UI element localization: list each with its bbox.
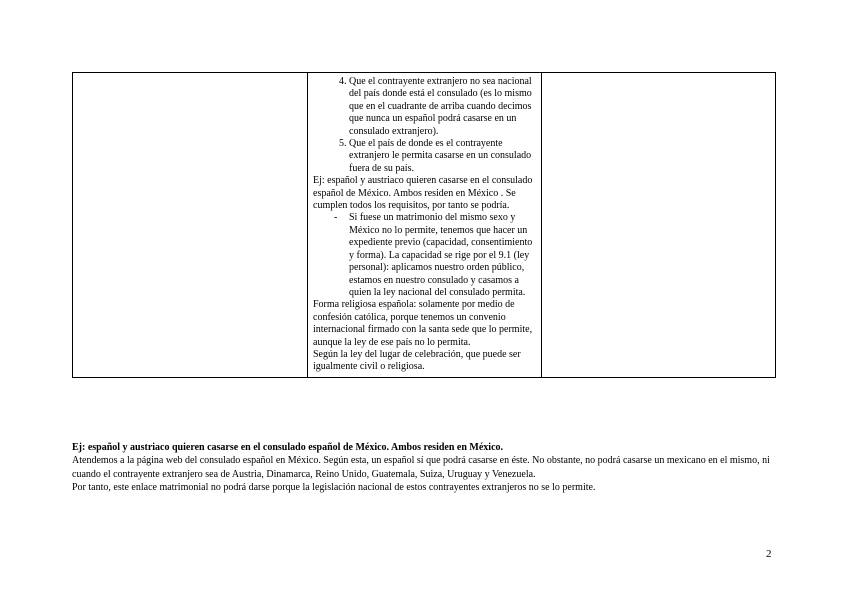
dash-marker: - xyxy=(334,212,338,224)
list-item: - Si fuese un matrimonio del mismo sexo y México no lo permite, tenemos que hacer un expediente previo (capacidad, consentimiento y forma). La capacidad se rige por el 9.1 (ley personal): aplicamos nuestro orden público, estamos en nuestro consulado y casamos a quien la ley nacional del consulado permita. xyxy=(334,212,533,298)
table-cell-left xyxy=(73,73,308,378)
table-row xyxy=(73,73,776,378)
body-text xyxy=(72,441,778,495)
content-table xyxy=(72,72,776,378)
body-paragraph: Por tanto, este enlace matrimonial no podrá darse porque la legislación nacional de estos contrayentes extranjeros no se lo permite. xyxy=(72,482,596,494)
cell-content xyxy=(308,73,541,377)
dash-list xyxy=(313,212,537,299)
numbered-list xyxy=(313,76,537,175)
celebration-law-paragraph: Según la ley del lugar de celebración, que puede ser igualmente civil o religiosa. xyxy=(313,348,521,373)
example-paragraph: Ej: español y austriaco quieren casarse en el consulado español de México. Ambos residen en México . Se cumplen todos los requisitos, por tanto se podría. xyxy=(313,175,533,212)
page-number: 2 xyxy=(766,548,772,560)
example-heading: Ej: español y austriaco quieren casarse en el consulado español de México. Ambos residen en México. xyxy=(72,442,504,453)
list-item: 5. Que el país de donde es el contrayente extranjero le permita casarse en un consulado fuera de su país. xyxy=(349,138,537,175)
list-item: 4. Que el contrayente extranjero no sea nacional del país donde está el consulado (es lo mismo que en el cuadrante de arriba cuando decimos que nunca un español podrá casarse en un consulado extranjero). xyxy=(349,76,537,138)
table-cell-middle xyxy=(308,73,542,378)
table-cell-right xyxy=(542,73,776,378)
body-paragraph: Atendemos a la página web del consulado español en México. Según esta, un español sí que podrá casarse en éste. No obstante, no podrá casarse un mexicano en el mismo, ni cuando el contrayente extranjero sea de Austria, Dinamarca, Reino Unido, Guatemala, Suiza, Uruguay y Venezuela. xyxy=(72,455,770,480)
religious-form-paragraph: Forma religiosa española: solamente por medio de confesión católica, porque tenemos un convenio internacional firmado con la santa sede que lo permite, aunque la ley de ese país no lo permita. xyxy=(313,299,533,348)
